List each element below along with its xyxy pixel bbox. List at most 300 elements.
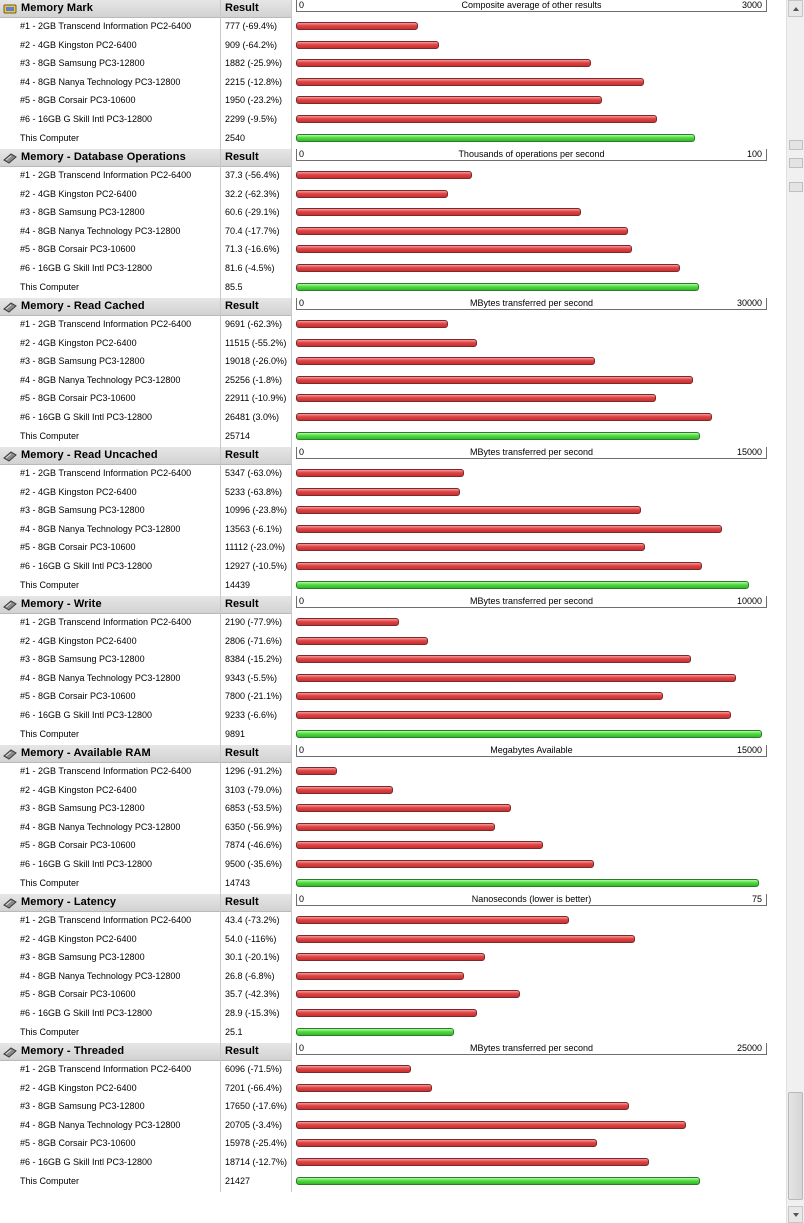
this-computer-row[interactable]: [0, 875, 786, 893]
comparison-row[interactable]: [0, 782, 786, 800]
axis-max-label: 3000: [741, 0, 762, 10]
comparison-row[interactable]: [0, 968, 786, 986]
device-name: #5 - 8GB Corsair PC3-10600: [20, 244, 136, 255]
result-bar: [296, 1084, 432, 1092]
result-column-header[interactable]: Result: [221, 745, 291, 763]
this-computer-bar: [296, 134, 695, 142]
scroll-thumb[interactable]: [788, 1092, 803, 1200]
result-value: 1882 (-25.9%): [225, 58, 283, 69]
result-value: 1296 (-91.2%): [225, 766, 283, 776]
result-value: 28.9 (-15.3%): [225, 1008, 280, 1018]
this-computer-row[interactable]: [0, 1173, 786, 1191]
comparison-row[interactable]: [0, 986, 786, 1004]
result-value: 6096 (-71.5%): [225, 1064, 283, 1074]
result-value: 7800 (-21.1%): [225, 691, 283, 702]
comparison-row[interactable]: [0, 74, 786, 92]
result-value: 8384 (-15.2%): [225, 654, 283, 665]
result-bar: [296, 208, 581, 216]
result-value: 2540: [225, 132, 246, 143]
result-value: 7874 (-46.6%): [225, 840, 283, 851]
result-value: 30.1 (-20.1%): [225, 952, 280, 963]
result-bar: [296, 394, 656, 402]
comparison-row[interactable]: [0, 465, 786, 483]
result-value: 25.1: [225, 1026, 243, 1037]
result-column-header[interactable]: Result: [221, 447, 291, 465]
scroll-marker: [789, 182, 803, 192]
result-bar: [296, 618, 399, 626]
result-value: 60.6 (-29.1%): [225, 207, 280, 218]
comparison-row[interactable]: [0, 931, 786, 949]
device-name: #6 - 16GB G Skill Intl PC3-12800: [20, 114, 153, 124]
section-header[interactable]: [0, 0, 220, 18]
section-header[interactable]: [0, 298, 220, 316]
comparison-row[interactable]: [0, 18, 786, 36]
result-bar: [296, 190, 448, 198]
axis-title: MBytes transferred per second: [469, 447, 594, 457]
device-name: #3 - 8GB Samsung PC3-12800: [20, 356, 145, 367]
result-bar: [296, 637, 428, 645]
device-name: #5 - 8GB Corsair PC3-10600: [20, 989, 136, 1000]
result-bar: [296, 171, 472, 179]
comparison-row[interactable]: [0, 260, 786, 278]
device-name: #5 - 8GB Corsair PC3-10600: [20, 393, 136, 404]
scroll-marker: [789, 140, 803, 150]
result-value: 25714: [225, 430, 251, 441]
result-bar: [296, 935, 635, 943]
benchmark-section: [0, 149, 786, 298]
result-value: 1950 (-23.2%): [225, 95, 283, 106]
comparison-row[interactable]: [0, 502, 786, 520]
this-computer-row[interactable]: [0, 726, 786, 744]
memory-chip-icon: [3, 599, 17, 611]
device-name: #1 - 2GB Transcend Information PC2-6400: [20, 766, 192, 776]
chart-axis: [296, 149, 767, 161]
device-name: #6 - 16GB G Skill Intl PC3-12800: [20, 1008, 153, 1018]
memory-chip-icon: [3, 301, 17, 313]
result-value: 15978 (-25.4%): [225, 1138, 288, 1149]
chart-axis: [296, 447, 767, 459]
device-name: #1 - 2GB Transcend Information PC2-6400: [20, 468, 192, 478]
chart-axis: [296, 894, 767, 906]
result-value: 26481 (3.0%): [225, 412, 280, 422]
comparison-row[interactable]: [0, 949, 786, 967]
axis-max-label: 75: [751, 894, 762, 904]
axis-max-label: 30000: [736, 298, 762, 308]
result-bar: [296, 823, 495, 831]
memory-chip-icon: [3, 450, 17, 462]
device-name: #2 - 4GB Kingston PC2-6400: [20, 486, 137, 497]
device-name: #1 - 2GB Transcend Information PC2-6400: [20, 170, 192, 180]
result-bar: [296, 339, 477, 347]
device-name: #6 - 16GB G Skill Intl PC3-12800: [20, 710, 153, 720]
chart-axis: [296, 745, 767, 757]
comparison-row[interactable]: [0, 1080, 786, 1098]
comparison-row[interactable]: [0, 204, 786, 222]
device-name: #2 - 4GB Kingston PC2-6400: [20, 1082, 137, 1093]
result-value: 5233 (-63.8%): [225, 486, 283, 497]
benchmark-section: [0, 1043, 786, 1192]
result-bar: [296, 841, 543, 849]
result-value: 21427: [225, 1175, 251, 1186]
result-bar: [296, 78, 644, 86]
result-bar: [296, 916, 569, 924]
section-header[interactable]: [0, 1043, 220, 1061]
result-bar: [296, 1065, 411, 1073]
device-name: #2 - 4GB Kingston PC2-6400: [20, 933, 137, 944]
device-name: #2 - 4GB Kingston PC2-6400: [20, 39, 137, 50]
result-bar: [296, 59, 591, 67]
device-name: #4 - 8GB Nanya Technology PC3-12800: [20, 225, 181, 236]
axis-min-label: 0: [299, 0, 305, 10]
result-value: 2190 (-77.9%): [225, 617, 283, 627]
result-value: 32.2 (-62.3%): [225, 188, 280, 199]
device-name: #4 - 8GB Nanya Technology PC3-12800: [20, 523, 181, 534]
chart-axis: [296, 596, 767, 608]
device-name: #4 - 8GB Nanya Technology PC3-12800: [20, 821, 181, 832]
result-bar: [296, 711, 731, 719]
result-value: 11515 (-55.2%): [225, 337, 287, 348]
result-bar: [296, 245, 632, 253]
result-bar: [296, 264, 680, 272]
result-column-header[interactable]: Result: [221, 894, 291, 912]
section-header[interactable]: [0, 447, 220, 465]
this-computer-bar: [296, 283, 699, 291]
memory-chip-icon: [3, 897, 17, 909]
result-value: 9233 (-6.6%): [225, 710, 278, 720]
device-name: #2 - 4GB Kingston PC2-6400: [20, 784, 137, 795]
comparison-row[interactable]: [0, 539, 786, 557]
device-name: This Computer: [20, 1026, 80, 1037]
result-bar: [296, 674, 736, 682]
this-computer-row[interactable]: [0, 1024, 786, 1042]
device-name: #2 - 4GB Kingston PC2-6400: [20, 337, 137, 348]
comparison-row[interactable]: [0, 633, 786, 651]
device-name: #1 - 2GB Transcend Information PC2-6400: [20, 319, 192, 329]
device-name: #4 - 8GB Nanya Technology PC3-12800: [20, 76, 181, 87]
comparison-row[interactable]: [0, 1117, 786, 1135]
result-value: 37.3 (-56.4%): [225, 170, 280, 180]
device-name: #5 - 8GB Corsair PC3-10600: [20, 840, 136, 851]
comparison-row[interactable]: [0, 484, 786, 502]
axis-title: Thousands of operations per second: [458, 149, 605, 159]
benchmark-section: [0, 447, 786, 596]
result-bar: [296, 469, 464, 477]
comparison-row[interactable]: [0, 390, 786, 408]
comparison-row[interactable]: [0, 614, 786, 632]
this-computer-row[interactable]: [0, 577, 786, 595]
this-computer-row[interactable]: [0, 428, 786, 446]
result-value: 2299 (-9.5%): [225, 114, 278, 124]
device-name: This Computer: [20, 728, 80, 739]
result-value: 5347 (-63.0%): [225, 468, 283, 478]
this-computer-row[interactable]: [0, 130, 786, 148]
comparison-row[interactable]: [0, 1135, 786, 1153]
benchmark-section: [0, 596, 786, 745]
device-name: #1 - 2GB Transcend Information PC2-6400: [20, 1064, 192, 1074]
this-computer-bar: [296, 879, 759, 887]
comparison-row[interactable]: [0, 912, 786, 930]
device-name: #3 - 8GB Samsung PC3-12800: [20, 1101, 145, 1112]
axis-max-label: 10000: [736, 596, 762, 606]
axis-max-label: 15000: [736, 745, 762, 755]
device-name: #6 - 16GB G Skill Intl PC3-12800: [20, 263, 153, 273]
comparison-row[interactable]: [0, 819, 786, 837]
section-title: Memory Mark: [21, 2, 94, 14]
comparison-row[interactable]: [0, 316, 786, 334]
result-value: 85.5: [225, 281, 243, 292]
this-computer-bar: [296, 581, 749, 589]
axis-min-label: 0: [299, 447, 305, 457]
comparison-row[interactable]: [0, 372, 786, 390]
axis-title: MBytes transferred per second: [469, 298, 594, 308]
result-value: 35.7 (-42.3%): [225, 989, 280, 1000]
axis-title: MBytes transferred per second: [469, 1043, 594, 1053]
result-bar: [296, 227, 628, 235]
result-value: 7201 (-66.4%): [225, 1082, 283, 1093]
axis-min-label: 0: [299, 596, 305, 606]
benchmark-section: [0, 745, 786, 894]
comparison-row[interactable]: [0, 353, 786, 371]
result-bar: [296, 1121, 686, 1129]
axis-min-label: 0: [299, 745, 305, 755]
benchmark-section: [0, 894, 786, 1043]
result-value: 3103 (-79.0%): [225, 784, 283, 795]
memory-chip-icon: [3, 152, 17, 164]
axis-max-label: 15000: [736, 447, 762, 457]
comparison-row[interactable]: [0, 335, 786, 353]
axis-max-label: 100: [746, 149, 762, 159]
comparison-row[interactable]: [0, 1061, 786, 1079]
this-computer-bar: [296, 1177, 700, 1185]
device-name: This Computer: [20, 132, 80, 143]
comparison-row[interactable]: [0, 1098, 786, 1116]
device-name: #1 - 2GB Transcend Information PC2-6400: [20, 21, 192, 31]
result-value: 71.3 (-16.6%): [225, 244, 280, 255]
result-bar: [296, 506, 641, 514]
chart-axis: [296, 1043, 767, 1055]
result-value: 70.4 (-17.7%): [225, 225, 280, 236]
device-name: #3 - 8GB Samsung PC3-12800: [20, 952, 145, 963]
device-name: #2 - 4GB Kingston PC2-6400: [20, 635, 137, 646]
result-value: 22911 (-10.9%): [225, 393, 287, 404]
result-value: 909 (-64.2%): [225, 39, 278, 50]
result-bar: [296, 1139, 597, 1147]
section-title: Memory - Read Cached: [21, 300, 145, 312]
comparison-row[interactable]: [0, 1005, 786, 1023]
result-value: 2215 (-12.8%): [225, 76, 283, 87]
comparison-row[interactable]: [0, 837, 786, 855]
result-column-header[interactable]: Result: [221, 596, 291, 614]
axis-min-label: 0: [299, 894, 305, 904]
section-header[interactable]: [0, 745, 220, 763]
chart-axis: [296, 0, 767, 12]
comparison-row[interactable]: [0, 241, 786, 259]
device-name: #6 - 16GB G Skill Intl PC3-12800: [20, 859, 153, 869]
comparison-row[interactable]: [0, 223, 786, 241]
result-value: 19018 (-26.0%): [225, 356, 288, 367]
axis-title: Nanoseconds (lower is better): [471, 894, 592, 904]
comparison-row[interactable]: [0, 688, 786, 706]
result-bar: [296, 562, 702, 570]
result-value: 26.8 (-6.8%): [225, 970, 275, 981]
device-name: #1 - 2GB Transcend Information PC2-6400: [20, 617, 192, 627]
scroll-down-button[interactable]: [788, 1206, 803, 1223]
comparison-row[interactable]: [0, 707, 786, 725]
comparison-row[interactable]: [0, 670, 786, 688]
result-bar: [296, 376, 693, 384]
comparison-row[interactable]: [0, 409, 786, 427]
comparison-row[interactable]: [0, 111, 786, 129]
axis-title: Megabytes Available: [490, 745, 573, 755]
device-name: #6 - 16GB G Skill Intl PC3-12800: [20, 561, 153, 571]
result-bar: [296, 692, 663, 700]
comparison-row[interactable]: [0, 521, 786, 539]
device-name: #5 - 8GB Corsair PC3-10600: [20, 1138, 136, 1149]
result-bar: [296, 953, 485, 961]
result-bar: [296, 972, 464, 980]
axis-min-label: 0: [299, 298, 305, 308]
result-value: 9500 (-35.6%): [225, 859, 283, 869]
comparison-row[interactable]: [0, 558, 786, 576]
axis-title: MBytes transferred per second: [469, 596, 594, 606]
result-bar: [296, 488, 460, 496]
result-value: 81.6 (-4.5%): [225, 263, 275, 273]
comparison-row[interactable]: [0, 800, 786, 818]
this-computer-row[interactable]: [0, 279, 786, 297]
comparison-row[interactable]: [0, 651, 786, 669]
result-bar: [296, 543, 645, 551]
comparison-row[interactable]: [0, 92, 786, 110]
memory-chip-icon: [3, 1046, 17, 1058]
result-value: 14439: [225, 579, 251, 590]
result-value: 25256 (-1.8%): [225, 374, 283, 385]
section-title: Memory - Threaded: [21, 1045, 125, 1057]
device-name: #6 - 16GB G Skill Intl PC3-12800: [20, 412, 153, 422]
result-bar: [296, 767, 337, 775]
comparison-row[interactable]: [0, 55, 786, 73]
result-bar: [296, 990, 520, 998]
device-name: #4 - 8GB Nanya Technology PC3-12800: [20, 1119, 181, 1130]
result-value: 13563 (-6.1%): [225, 523, 283, 534]
result-bar: [296, 655, 691, 663]
device-name: #5 - 8GB Corsair PC3-10600: [20, 691, 136, 702]
result-bar: [296, 1009, 477, 1017]
result-column-header[interactable]: Result: [221, 1043, 291, 1061]
result-value: 9343 (-5.5%): [225, 672, 278, 683]
section-title: Memory - Database Operations: [21, 151, 186, 163]
device-name: #4 - 8GB Nanya Technology PC3-12800: [20, 970, 181, 981]
result-value: 12927 (-10.5%): [225, 561, 288, 571]
result-value: 777 (-69.4%): [225, 21, 278, 31]
result-value: 6853 (-53.5%): [225, 803, 283, 814]
result-column-header[interactable]: Result: [221, 298, 291, 316]
device-name: #3 - 8GB Samsung PC3-12800: [20, 654, 145, 665]
result-bar: [296, 860, 594, 868]
this-computer-bar: [296, 432, 700, 440]
device-name: #3 - 8GB Samsung PC3-12800: [20, 505, 145, 516]
result-bar: [296, 22, 418, 30]
result-value: 54.0 (-116%): [225, 933, 277, 944]
comparison-row[interactable]: [0, 37, 786, 55]
result-value: 43.4 (-73.2%): [225, 915, 280, 925]
section-header[interactable]: [0, 596, 220, 614]
vertical-scrollbar[interactable]: [786, 0, 804, 1223]
section-header[interactable]: [0, 149, 220, 167]
result-bar: [296, 804, 511, 812]
result-value: 6350 (-56.9%): [225, 821, 283, 832]
scroll-up-button[interactable]: [788, 0, 803, 17]
comparison-row[interactable]: [0, 167, 786, 185]
section-title: Memory - Read Uncached: [21, 449, 158, 461]
device-name: #3 - 8GB Samsung PC3-12800: [20, 803, 145, 814]
benchmark-section: [0, 298, 786, 447]
comparison-row[interactable]: [0, 186, 786, 204]
result-value: 9891: [225, 728, 246, 739]
result-bar: [296, 357, 595, 365]
result-value: 14743: [225, 877, 251, 888]
result-column-header[interactable]: Result: [221, 149, 291, 167]
device-name: #1 - 2GB Transcend Information PC2-6400: [20, 915, 192, 925]
comparison-row[interactable]: [0, 763, 786, 781]
device-name: #5 - 8GB Corsair PC3-10600: [20, 95, 136, 106]
result-bar: [296, 525, 722, 533]
result-value: 17650 (-17.6%): [225, 1101, 288, 1112]
device-name: #4 - 8GB Nanya Technology PC3-12800: [20, 672, 181, 683]
device-name: #4 - 8GB Nanya Technology PC3-12800: [20, 374, 181, 385]
axis-max-label: 25000: [736, 1043, 762, 1053]
this-computer-bar: [296, 730, 762, 738]
scroll-marker: [789, 158, 803, 168]
result-bar: [296, 413, 712, 421]
result-value: 9691 (-62.3%): [225, 319, 283, 329]
result-bar: [296, 115, 657, 123]
result-column-header[interactable]: Result: [221, 0, 291, 18]
result-value: 20705 (-3.4%): [225, 1119, 283, 1130]
result-bar: [296, 786, 393, 794]
result-value: 11112 (-23.0%): [225, 542, 286, 553]
section-header[interactable]: [0, 894, 220, 912]
comparison-row[interactable]: [0, 1154, 786, 1172]
result-bar: [296, 96, 602, 104]
section-title: Memory - Latency: [21, 896, 117, 908]
chart-axis: [296, 298, 767, 310]
this-computer-bar: [296, 1028, 454, 1036]
device-name: #3 - 8GB Samsung PC3-12800: [20, 207, 145, 218]
section-title: Memory - Write: [21, 598, 102, 610]
benchmark-section: [0, 0, 786, 149]
result-bar: [296, 320, 448, 328]
result-value: 18714 (-12.7%): [225, 1157, 288, 1167]
chevron-up-icon: [793, 7, 799, 11]
axis-min-label: 0: [299, 1043, 305, 1053]
device-name: This Computer: [20, 1175, 80, 1186]
device-name: This Computer: [20, 430, 80, 441]
result-bar: [296, 1102, 629, 1110]
memory-chip-icon: [3, 748, 17, 760]
result-value: 2806 (-71.6%): [225, 635, 283, 646]
chevron-down-icon: [793, 1213, 799, 1217]
device-name: This Computer: [20, 281, 80, 292]
axis-title: Composite average of other results: [461, 0, 602, 10]
result-bar: [296, 41, 439, 49]
device-name: #5 - 8GB Corsair PC3-10600: [20, 542, 136, 553]
device-name: This Computer: [20, 579, 80, 590]
device-name: #6 - 16GB G Skill Intl PC3-12800: [20, 1157, 153, 1167]
device-name: #3 - 8GB Samsung PC3-12800: [20, 58, 145, 69]
device-name: #2 - 4GB Kingston PC2-6400: [20, 188, 137, 199]
comparison-row[interactable]: [0, 856, 786, 874]
section-title: Memory - Available RAM: [21, 747, 151, 759]
